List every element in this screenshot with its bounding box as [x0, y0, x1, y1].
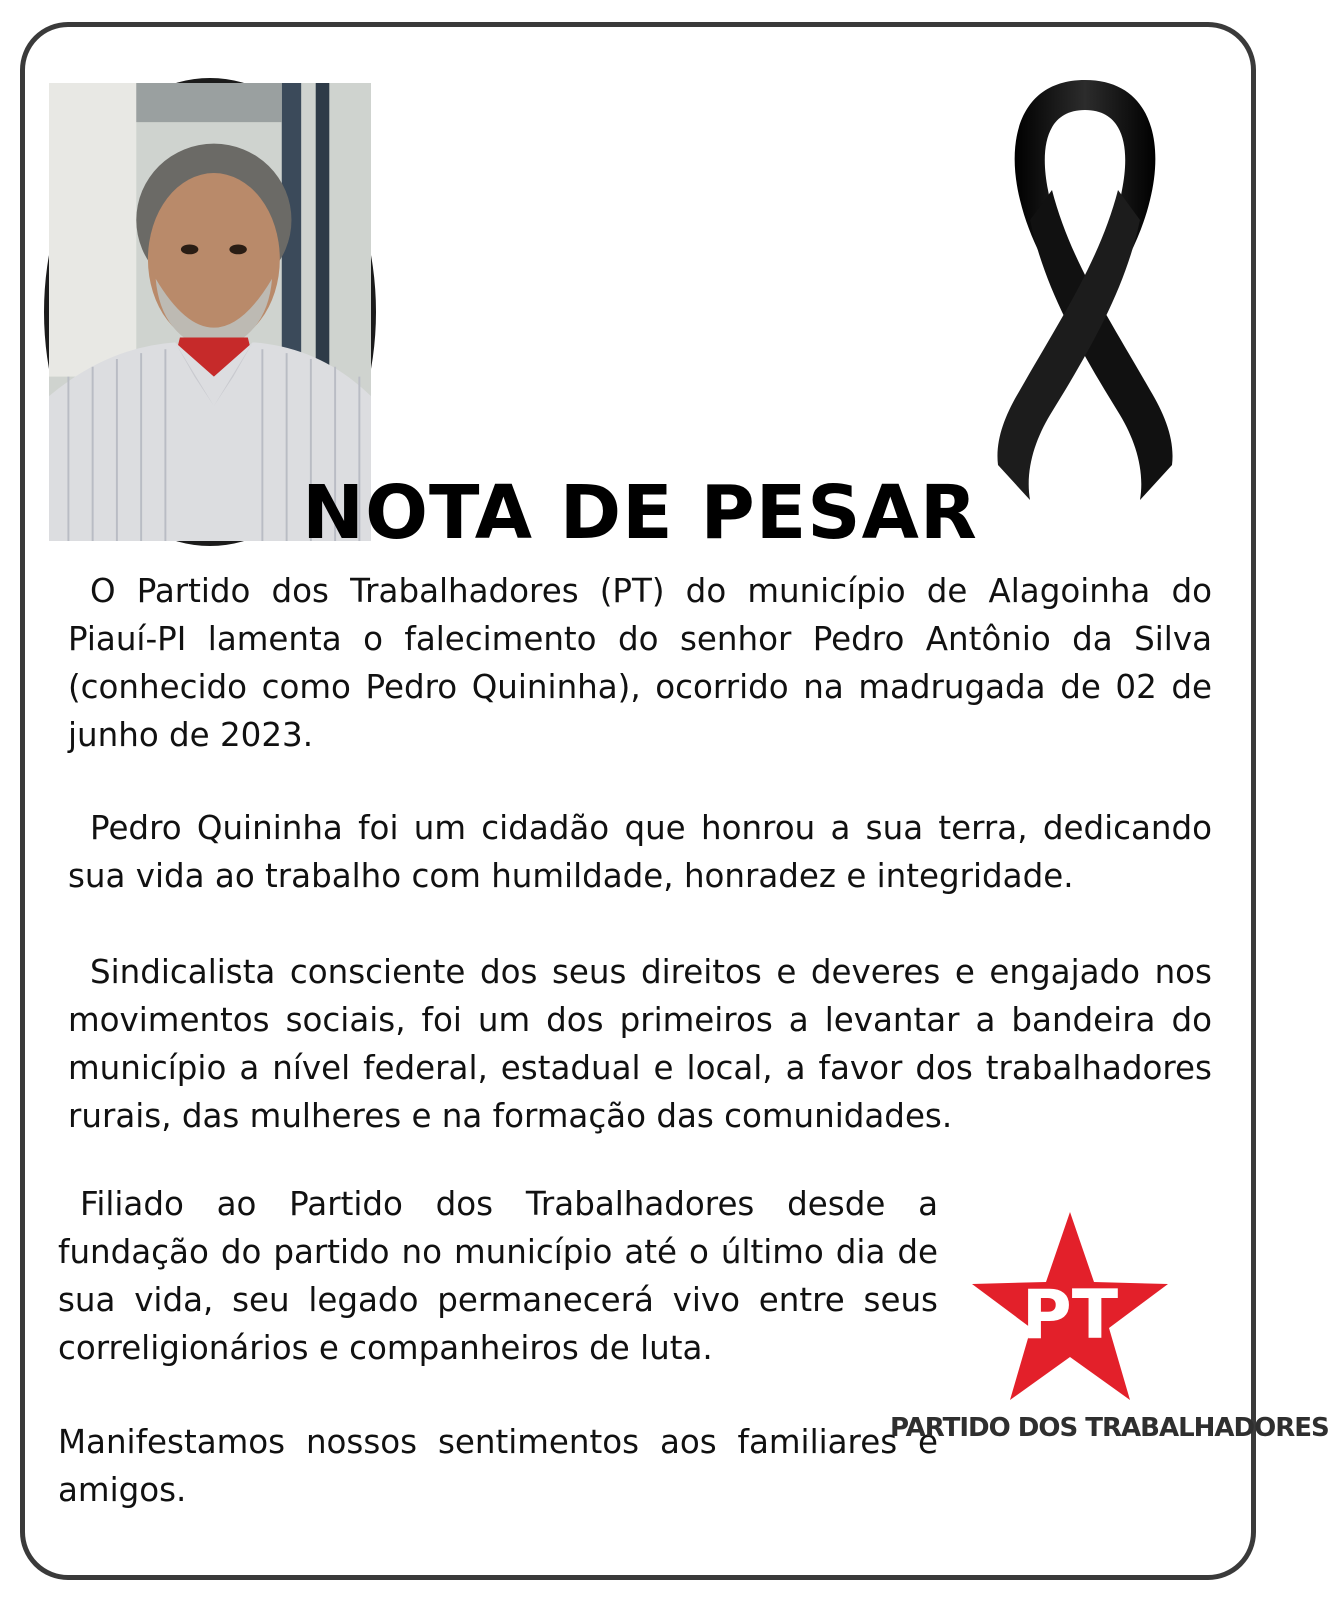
paragraph-affiliation [58, 1180, 938, 1372]
paragraph-condolences [58, 1418, 938, 1514]
paragraph-activism [68, 948, 1212, 1140]
paragraph-announcement [68, 567, 1212, 759]
paragraph-text: Sindicalista consciente dos seus direitos e deveres e engajado nos movimentos sociais, foi um dos primeiros a levantar a bandeira do município a nível federal, estadual e local, a favor dos trabalhadores rurais, das mulheres e na formação das comunidades. [68, 953, 1212, 1135]
mourning-ribbon-icon [960, 70, 1210, 510]
pt-star-logo-icon [970, 1210, 1170, 1410]
paragraph-text: Manifestamos nossos sentimentos aos familiares e amigos. [58, 1423, 938, 1509]
logo-caption: PARTIDO DOS TRABALHADORES [890, 1413, 1329, 1443]
notice-title: NOTA DE PESAR [302, 470, 978, 556]
logo-letters: PT [1021, 1276, 1119, 1355]
paragraph-text: O Partido dos Trabalhadores (PT) do município de Alagoinha do Piauí-PI lamenta o falecimento do senhor Pedro Antônio da Silva (conhecido como Pedro Quininha), ocorrido na madrugada de 02 de junho de 2023. [68, 572, 1212, 754]
paragraph-text: Pedro Quininha foi um cidadão que honrou a sua terra, dedicando sua vida ao trabalho com humildade, honradez e integridade. [68, 809, 1212, 895]
paragraph-tribute [68, 804, 1212, 900]
paragraph-text: Filiado ao Partido dos Trabalhadores desde a fundação do partido no município até o último dia de sua vida, seu legado permanecerá vivo entre seus correligionários e companheiros de luta. [58, 1185, 938, 1367]
